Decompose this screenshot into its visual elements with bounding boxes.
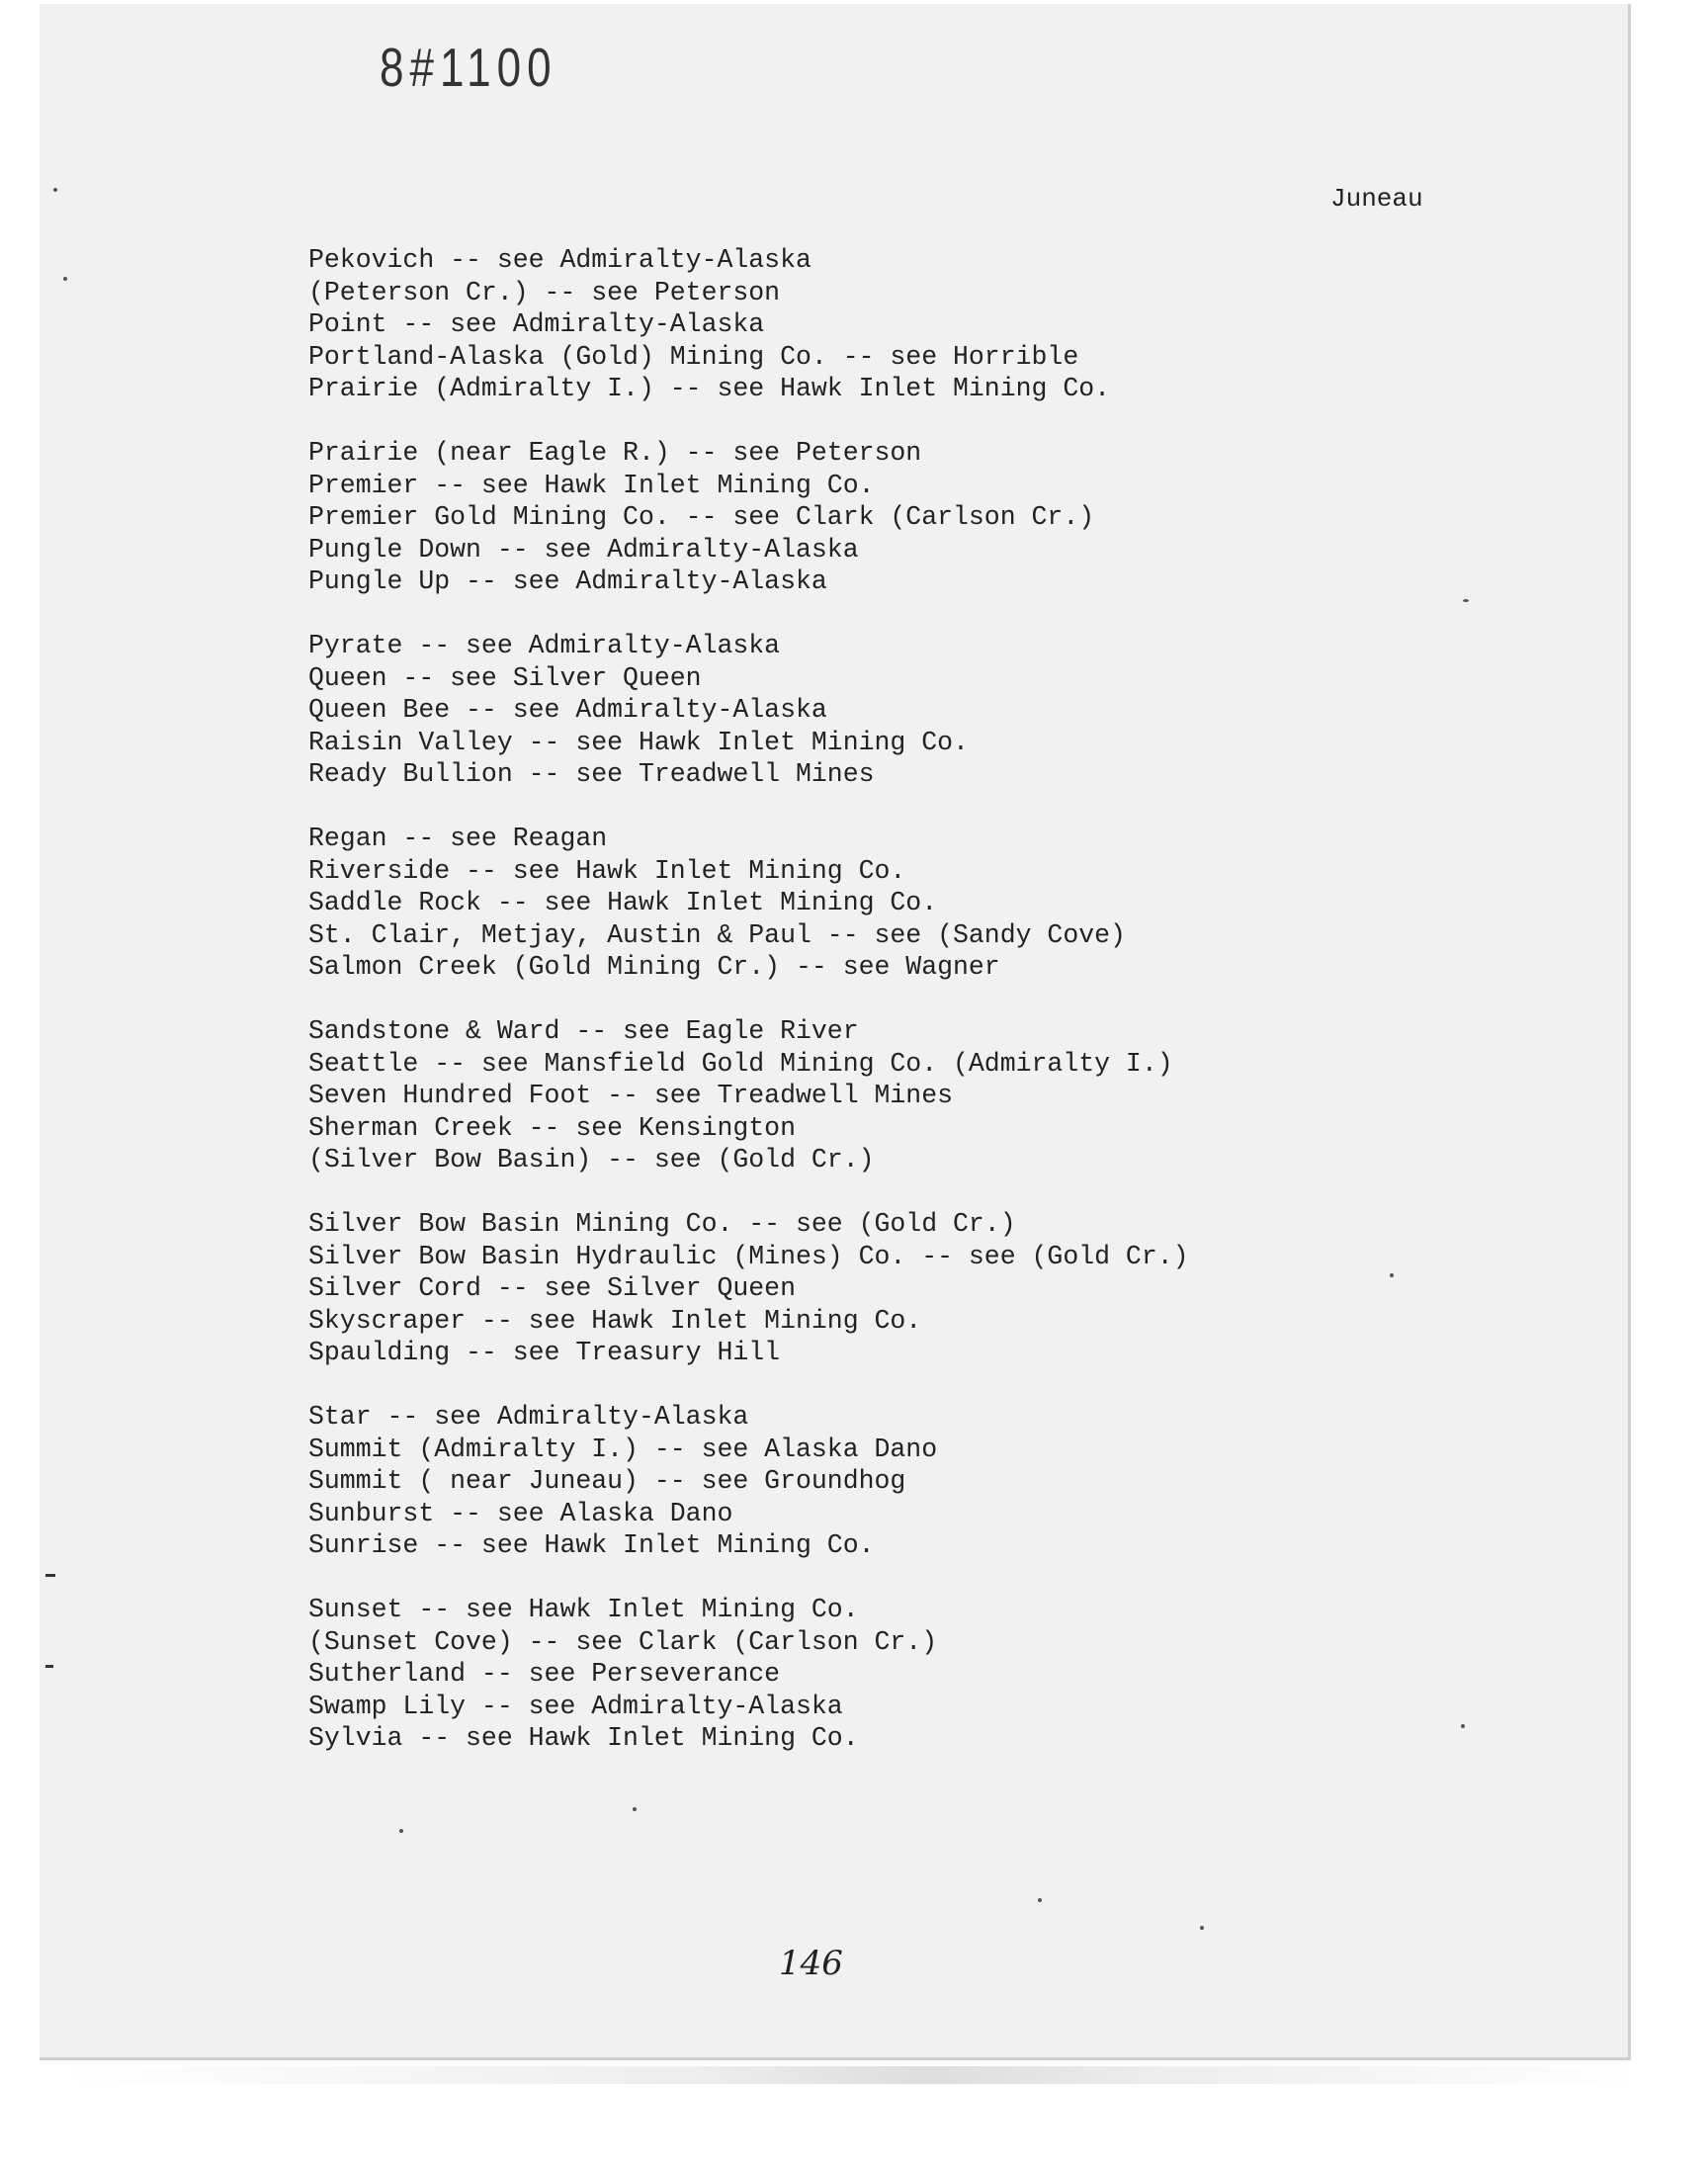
scan-speck [633,1807,637,1811]
cross-reference-entry: St. Clair, Metjay, Austin & Paul -- see (Sandy Cove) [308,919,1126,950]
cross-reference-entry: Summit (Admiralty I.) -- see Alaska Dano [308,1434,938,1464]
entry-group [308,1015,1189,1176]
cross-reference-entry: Seattle -- see Mansfield Gold Mining Co. (Admiralty I.) [308,1048,1173,1079]
cross-reference-entry: Sutherland -- see Perseverance [308,1659,781,1689]
cross-reference-entry: Sunburst -- see Alaska Dano [308,1498,733,1528]
scan-shadow [59,2066,1641,2084]
cross-reference-entry: (Silver Bow Basin) -- see (Gold Cr.) [308,1145,875,1174]
cross-reference-entry: Pekovich -- see Admiralty-Alaska [308,245,811,275]
cross-reference-entry: Ready Bullion -- see Treadwell Mines [308,759,875,789]
entry-group [308,630,1189,791]
cross-reference-entry: Pungle Up -- see Admiralty-Alaska [308,566,827,596]
cross-reference-entry: Regan -- see Reagan [308,824,608,853]
cross-reference-entry: Summit ( near Juneau) -- see Groundhog [308,1466,906,1496]
cross-reference-entry: Sunset -- see Hawk Inlet Mining Co. [308,1595,859,1624]
entry-group [308,437,1189,598]
stamp-number: 8#1100 [380,38,557,99]
cross-reference-entry: Swamp Lily -- see Admiralty-Alaska [308,1691,843,1721]
cross-reference-entry: Queen -- see Silver Queen [308,662,702,693]
cross-reference-list [308,244,1189,1786]
cross-reference-entry: Silver Cord -- see Silver Queen [308,1273,796,1303]
cross-reference-entry: Skyscraper -- see Hawk Inlet Mining Co. [308,1305,922,1336]
cross-reference-entry: Salmon Creek (Gold Mining Cr.) -- see Wagner [308,952,1000,982]
cross-reference-entry: Prairie (Admiralty I.) -- see Hawk Inlet Mining Co. [308,374,1111,403]
cross-reference-entry: Sandstone & Ward -- see Eagle River [308,1016,859,1046]
cross-reference-entry: Queen Bee -- see Admiralty-Alaska [308,695,827,725]
entry-group [308,1594,1189,1755]
margin-mark [45,1665,53,1668]
scan-speck [1463,599,1469,602]
cross-reference-entry: Portland-Alaska (Gold) Mining Co. -- see Horrible [308,341,1079,372]
entry-group [308,823,1189,984]
cross-reference-entry: (Peterson Cr.) -- see Peterson [308,277,781,307]
cross-reference-entry: Prairie (near Eagle R.) -- see Peterson [308,438,922,468]
cross-reference-entry: Sherman Creek -- see Kensington [308,1112,796,1143]
location-header: Juneau [1330,184,1423,214]
cross-reference-entry: Point -- see Admiralty-Alaska [308,309,765,339]
margin-mark [45,1574,55,1577]
cross-reference-entry: Seven Hundred Foot -- see Treadwell Mines [308,1081,954,1110]
cross-reference-entry: Saddle Rock -- see Hawk Inlet Mining Co. [308,888,938,917]
cross-reference-entry: Pungle Down -- see Admiralty-Alaska [308,534,859,565]
cross-reference-entry: Pyrate -- see Admiralty-Alaska [308,631,781,660]
cross-reference-entry: Silver Bow Basin Hydraulic (Mines) Co. -- see (Gold Cr.) [308,1241,1189,1271]
page-number: 146 [779,1944,843,1983]
entry-group [308,1208,1189,1369]
cross-reference-entry: Sylvia -- see Hawk Inlet Mining Co. [308,1723,859,1753]
cross-reference-entry: Star -- see Admiralty-Alaska [308,1402,749,1432]
cross-reference-entry: Premier -- see Hawk Inlet Mining Co. [308,470,875,500]
cross-reference-entry: Sunrise -- see Hawk Inlet Mining Co. [308,1530,875,1560]
cross-reference-entry: (Sunset Cove) -- see Clark (Carlson Cr.) [308,1626,938,1657]
cross-reference-entry: Premier Gold Mining Co. -- see Clark (Carlson Cr.) [308,502,1095,532]
scan-speck [1461,1724,1465,1728]
cross-reference-entry: Spaulding -- see Treasury Hill [308,1338,781,1367]
scan-speck [1200,1926,1204,1930]
entry-group [308,244,1189,405]
scan-speck [1390,1273,1394,1277]
cross-reference-entry: Raisin Valley -- see Hawk Inlet Mining Co. [308,727,969,757]
scan-speck [399,1829,403,1833]
scan-speck [1038,1898,1042,1902]
entry-group [308,1401,1189,1562]
scan-speck [53,188,57,192]
cross-reference-entry: Silver Bow Basin Mining Co. -- see (Gold Cr.) [308,1209,1016,1239]
cross-reference-entry: Riverside -- see Hawk Inlet Mining Co. [308,855,906,886]
scan-speck [63,277,67,281]
